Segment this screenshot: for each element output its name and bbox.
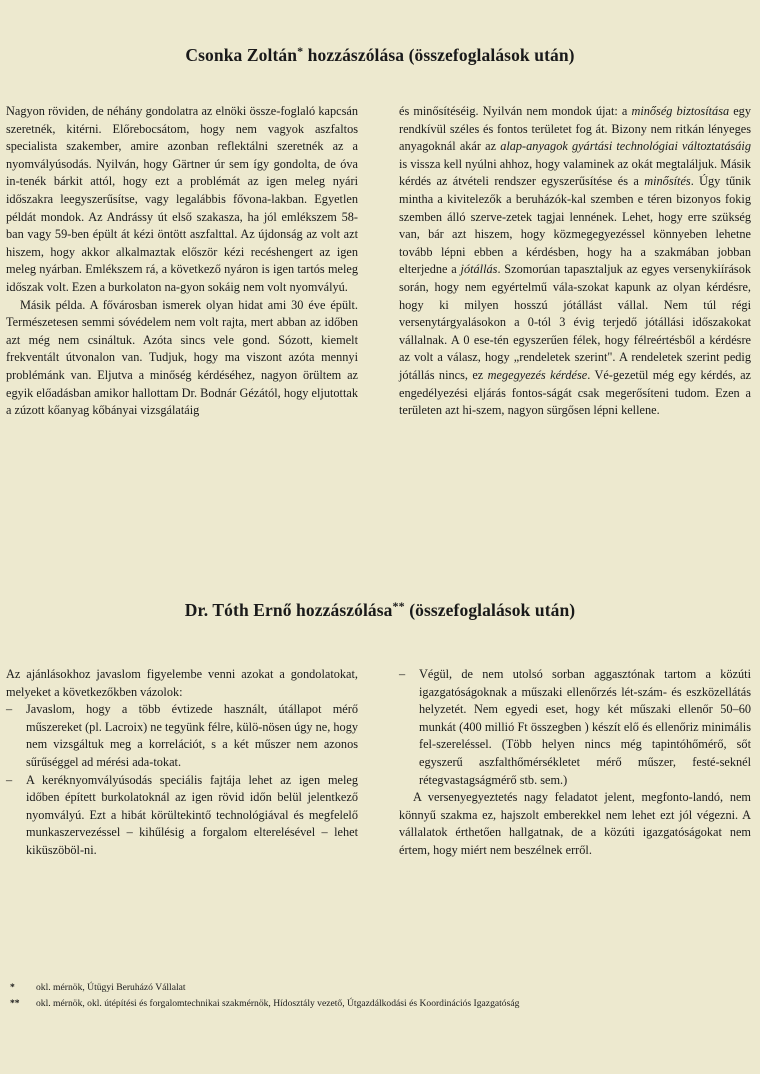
section2-title-rest: (összefoglalások után) (404, 600, 576, 620)
list-item-text: Javaslom, hogy a több évtizede használt, útállapot mérő műszereket (pl. Lacroix) ne tegyünk félre, külö-nösen úgy ne, hogy nem vizsgáltuk meg a korrelációt, s a két műszer nem azonos sűrűséggel ad mérési ada-tokat. (26, 702, 358, 769)
text-run: . Úgy tűnik mintha a kivitelezők a beruházók-kal szemben e téren bizonyos fokig szemben álló szerve-zetek tagjai lennének. Lehet, hogy erre szükség van, bár azt hiszem, hogy közmegegyezéssel könnyeben lehetne tovább lépni ebben a kérdésben, hogy ha a szakmában jobban elterjedne a (399, 174, 751, 277)
text-run: egy rendkívül széles és fontos területet fog át. Bizony nem ritkán lényeges anyagoknál akár az (399, 104, 751, 154)
section2-title-author: Dr. Tóth Ernő hozzászólása (184, 600, 393, 620)
footnote-1 (10, 982, 186, 993)
emphasis: minősítés (644, 174, 691, 189)
emphasis: megegyezés kérdése (487, 367, 588, 382)
section2-column-left (6, 666, 358, 860)
section2-title (0, 599, 760, 621)
dash-mark: – (399, 667, 406, 681)
list-item (6, 701, 358, 771)
text-run: . Vé-gezetül még egy kérdés, az engedélyezési eljárás fontos-ságát csak megerősíteni tudom. Ezen a területen azt hi-szem, nagyon sürgősen lépni kellene. (399, 367, 752, 418)
section1-title-author: Csonka Zoltán (185, 45, 298, 65)
section1-paragraph-2: Másik példa. A fővárosban ismerek olyan hidat ami 30 éve épült. Természetesen semmi sóvédelem nem volt rajta, mert abban az időben azt még nem csináltuk. Azóta sincs vele gond. Sózott, kiemelt frekventált útvonalon van. Tudjuk, hogy ma viszont azóta mennyi problémánk van. Eljutva a minőség kérdéséhez, nagyon örültem az egyik előadásban amikor hallottam Dr. Bodnár Gézától, hogy eljutottak a zúzott kőanyag kőbányai vizsgálatáig (6, 297, 358, 418)
section1-title (0, 44, 760, 66)
list-item-text: A keréknyomvályúsodás speciális fajtája lehet az igen meleg időben épített burkolatoknál az igen rövid időn belül jelentkező nyomvályú. Ezt a hibát körültekintő technológiával és megfelelő munkaszervezéssel – kihűlésig a forgalom elterelésével – lehet kiküszöböl-ni. (26, 772, 358, 857)
footnote-mark: * (10, 982, 15, 993)
section1-column-left (6, 103, 358, 420)
section1-paragraph-3 (399, 103, 751, 420)
text-run: és minősítéséig. Nyilván nem mondok újat: a (399, 104, 632, 118)
section2-paragraph-final: A versenyegyeztetés nagy feladatot jelent, megfonto-landó, nem könnyű szakma ez, hajszolt emberekkel nem lehet ezt jól végezni. A vállalatok érthetően hallgatnak, de a közúti igazgatóságokat nem értem, hogy miért nem beszélnek erről. (399, 790, 751, 857)
footnote-2 (10, 998, 519, 1009)
emphasis: alap-anyagok gyártási technológiai változtatásáig (500, 139, 752, 154)
list-item (6, 772, 358, 860)
list-item-text: Végül, de nem utolsó sorban aggasztónak tartom a közúti igazgatóságoknak a műszaki ellenőrzés lét-szám- és eszközellátás helyzetét. Nem egyedi eset, hogy két műszaki ellenőr 50–60 munkát (400 millió Ft összegben ) készít elő és ellenőriz minimális fel-szereléssel. (Több helyen nincs még tapintóhőmérő, sőt egyszerű aszfalthőmérsékletet mérő műszer, festé-seknél rétegvastagságmérő stb. sem.) (419, 667, 751, 787)
footnote-mark: ** (10, 998, 20, 1009)
emphasis: minőség biztosítása (631, 104, 730, 118)
list-item (399, 666, 751, 789)
section1-title-rest: hozzászólása (összefoglalások után) (303, 45, 575, 65)
text-run: is vissza kell nyúlni ahhoz, hogy valaminek az okát megtaláljuk. Másik kérdés az átvételi rendszer egyszerűsítése és a (399, 156, 751, 189)
section1-paragraph-1: Nagyon röviden, de néhány gondolatra az elnöki össze-foglaló kapcsán szeretnék, kitérni. Előrebocsátom, hogy nem vagyok aszfaltos specialista szakember, amire azonban reflektálni szeretnék az a nyomvályúsodás. Nyilván, hogy Gärtner úr sem így gondolta, de óva in-tenék bárkit attól, hogy ezt a problémát az igen meleg nyári időszakra leegyszerűsítse, vagy legalábbis fővona-lakban. Egyetlen példát mondok. Az Andrássy út első szakasza, ha jól emlékszem 58-ban vagy 59-ben épült át kézi öntött aszfalttal. Az újdonság az volt azt hiszem, hogy akkor alkalmaztak először kézi recéshengert az igen meleg nyárban. Emlékszem rá, a következő nyáron is igen tartós meleg időszak volt. Ezen a burkolaton na-gyon sokáig nem volt nyomvályú. (6, 104, 358, 294)
footnote-text: okl. mérnök, Útügyi Beruházó Vállalat (36, 982, 186, 993)
footnote-text: okl. mérnök, okl. útépítési és forgalomtechnikai szakmérnök, Hídosztály vezető, Útgazdálkodási és Koordinációs Igazgatóság (36, 998, 520, 1009)
section1-column-right (399, 103, 751, 420)
dash-mark: – (6, 702, 13, 717)
section2-column-right (399, 666, 751, 860)
section2-footnote-mark: ** (392, 599, 405, 613)
section1-footnote-mark: * (297, 44, 304, 58)
section2-intro: Az ajánlásokhoz javaslom figyelembe venni azokat a gondolatokat, melyeket a következőkben vázolok: (6, 667, 358, 699)
emphasis: jótállás (460, 262, 498, 277)
dash-mark: – (6, 772, 13, 787)
text-run: . Szomorúan tapasztaljuk az egyes versenykiírások során, hogy nem egyértelmű vála-szokat kapunk az olyan kérdésre, hogy ki milyen hosszú jótállást vállal. Nem túl régi versenytárgyalásokon a 0-tól 3 évig terjedő jótállási időszakokat vállalnak. A 0 ese-tén egyszerűen félek, hogy félreértésből a kérdésre az volt a válasz, hogy „rendeletek szerint". A rendeletek szerint pedig jótállás nincs, ez (399, 262, 751, 382)
